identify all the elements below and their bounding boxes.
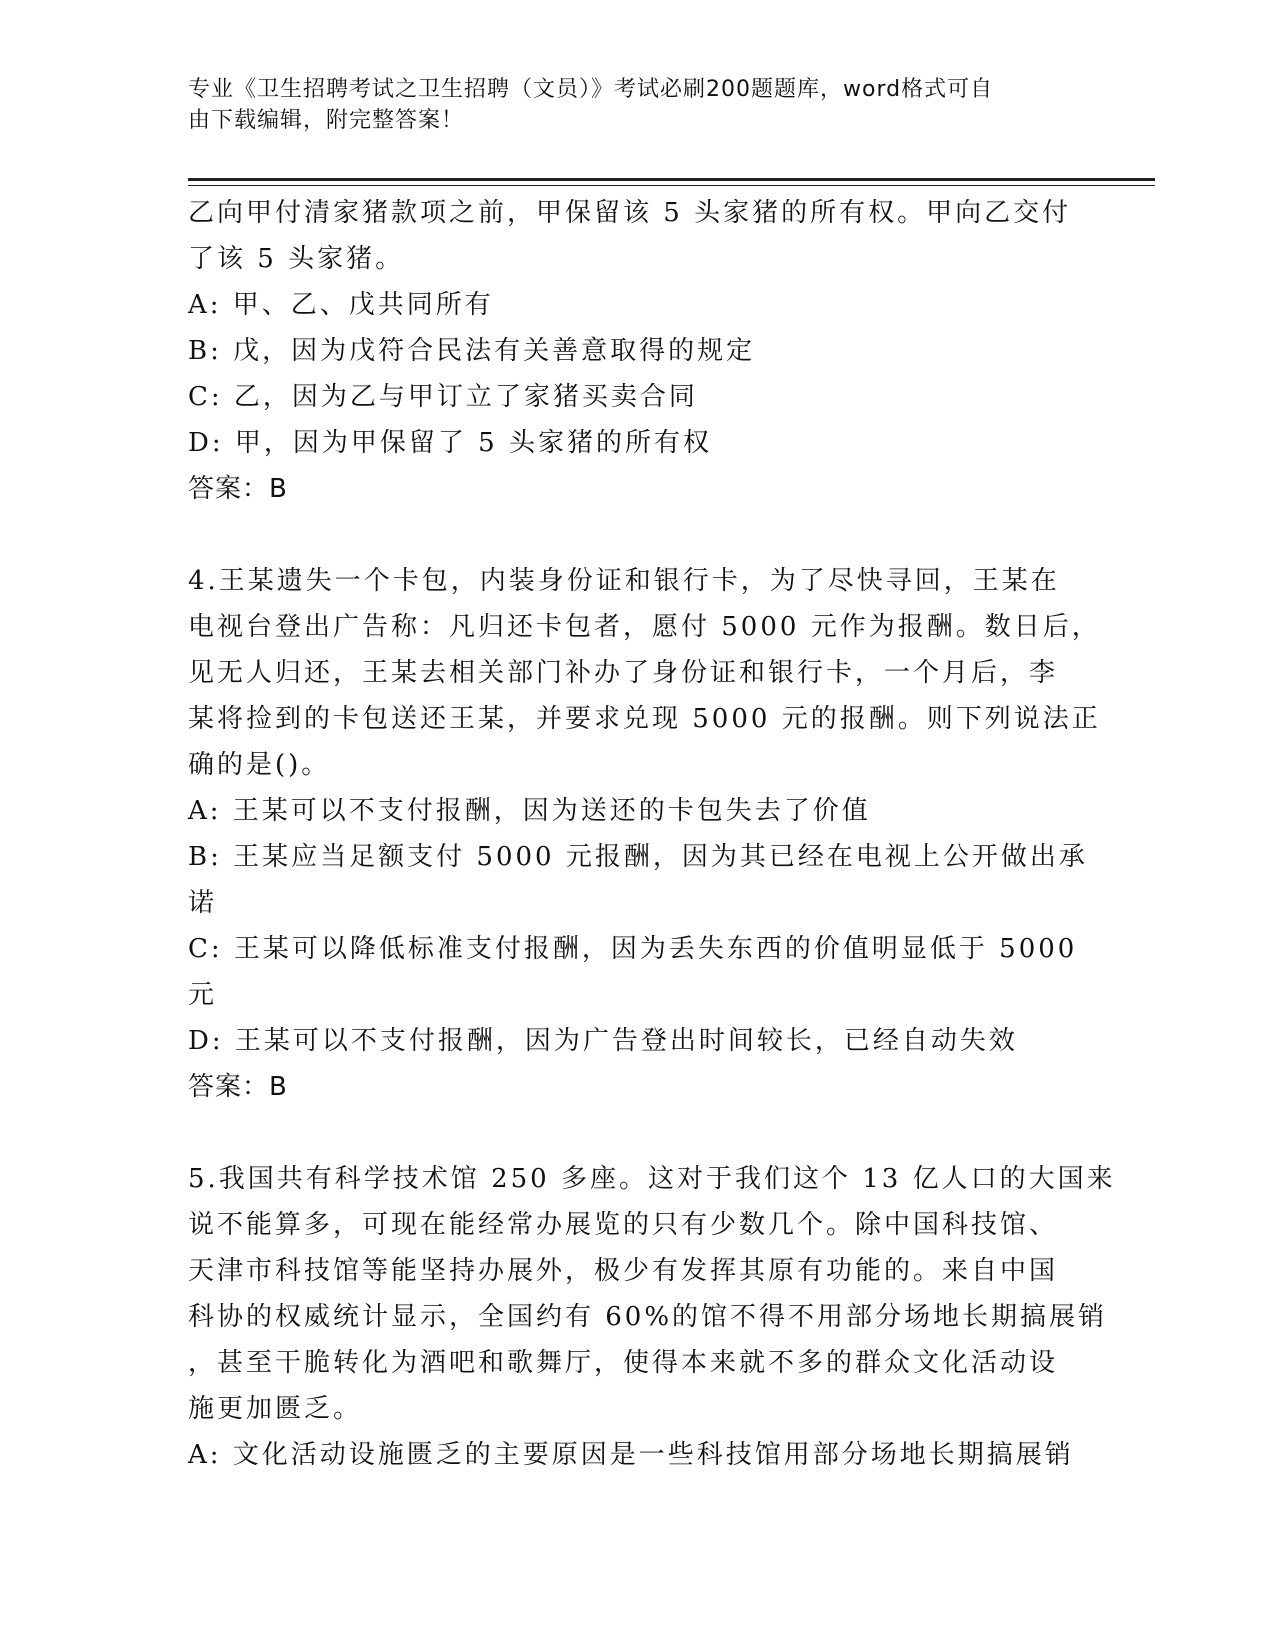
question-5 — [188, 1156, 1116, 1478]
question-stem-line: ，甚至干脆转化为酒吧和歌舞厅，使得本来就不多的群众文化活动设 — [188, 1348, 1059, 1378]
question-4 — [188, 558, 1101, 1110]
spacer — [188, 512, 1088, 558]
question-stem-line: 电视台登出广告称：凡归还卡包者，愿付 5000 元作为报酬。数日后， — [188, 612, 1101, 642]
question-stem-line: 了该 5 头家猪。 — [188, 244, 405, 274]
header-line-2: 由下载编辑，附完整答案！ — [188, 108, 465, 133]
option-a: A: 文化活动设施匮乏的主要原因是一些科技馆用部分场地长期搞展销 — [188, 1440, 1074, 1470]
option-c-continued: 元 — [188, 980, 218, 1010]
question-stem-line: 见无人归还，王某去相关部门补办了身份证和银行卡，一个月后，李 — [188, 658, 1059, 688]
header-divider-thin — [188, 185, 1155, 186]
answer-line: 答案：B — [188, 1072, 288, 1102]
question-stem-line: 确的是()。 — [188, 750, 331, 780]
question-stem-line: 说不能算多，可现在能经常办展览的只有少数几个。除中国科技馆、 — [188, 1210, 1059, 1240]
option-c: C: 王某可以降低标准支付报酬，因为丢失东西的价值明显低于 5000 — [188, 934, 1078, 964]
question-3 — [188, 190, 1088, 512]
option-b: B: 戊，因为戊符合民法有关善意取得的规定 — [188, 336, 756, 366]
option-b: B: 王某应当足额支付 5000 元报酬，因为其已经在电视上公开做出承 — [188, 842, 1088, 872]
question-stem-line: 某将捡到的卡包送还王某，并要求兑现 5000 元的报酬。则下列说法正 — [188, 704, 1101, 734]
option-c: C: 乙，因为乙与甲订立了家猪买卖合同 — [188, 382, 698, 412]
option-d: D: 甲，因为甲保留了 5 头家猪的所有权 — [188, 428, 712, 458]
option-d: D: 王某可以不支付报酬，因为广告登出时间较长，已经自动失效 — [188, 1026, 1018, 1056]
option-b-continued: 诺 — [188, 888, 218, 918]
question-stem-line: 乙向甲付清家猪款项之前，甲保留该 5 头家猪的所有权。甲向乙交付 — [188, 198, 1072, 228]
header-divider-thick — [188, 178, 1155, 181]
option-a: A: 甲、乙、戊共同所有 — [188, 290, 494, 320]
answer-line: 答案：B — [188, 474, 288, 504]
document-body — [188, 190, 1116, 1478]
question-stem-line: 施更加匮乏。 — [188, 1394, 363, 1424]
option-a: A: 王某可以不支付报酬，因为送还的卡包失去了价值 — [188, 796, 871, 826]
question-stem-line: 4.王某遗失一个卡包，内装身份证和银行卡，为了尽快寻回，王某在 — [188, 566, 1060, 596]
question-stem-line: 5.我国共有科学技术馆 250 多座。这对于我们这个 13 亿人口的大国来 — [188, 1164, 1116, 1194]
question-stem-line: 天津市科技馆等能坚持办展外，极少有发挥其原有功能的。来自中国 — [188, 1256, 1059, 1286]
question-stem-line: 科协的权威统计显示，全国约有 60%的馆不得不用部分场地长期搞展销 — [188, 1302, 1108, 1332]
page-header — [188, 74, 1068, 136]
header-line-1: 专业《卫生招聘考试之卫生招聘（文员）》考试必刷200题题库，word格式可自 — [188, 77, 994, 102]
spacer — [188, 1110, 1088, 1156]
